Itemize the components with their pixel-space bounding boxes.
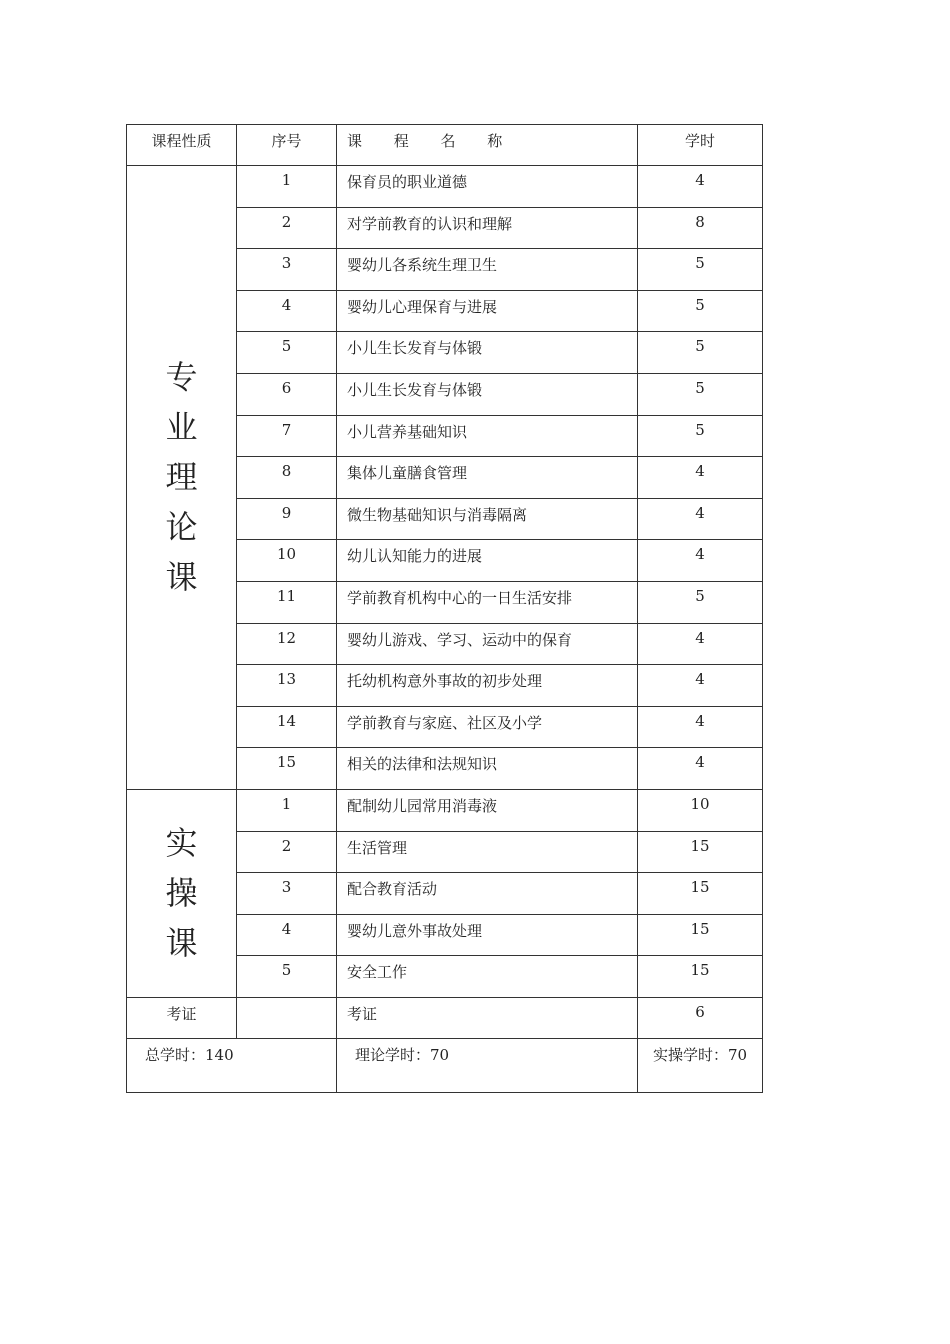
hours-cell: 5 — [638, 415, 763, 457]
hours-cell: 4 — [638, 748, 763, 790]
seq-cell: 5 — [237, 332, 337, 374]
header-hours: 学时 — [638, 125, 763, 166]
course-name-cell: 婴幼儿游戏、学习、运动中的保育 — [337, 623, 638, 665]
course-name-cell: 保育员的职业道德 — [337, 166, 638, 208]
exam-seq-cell — [237, 997, 337, 1039]
hours-cell: 5 — [638, 373, 763, 415]
seq-cell: 13 — [237, 665, 337, 707]
course-name-cell: 集体儿童膳食管理 — [337, 457, 638, 499]
seq-cell: 9 — [237, 498, 337, 540]
course-name-cell: 对学前教育的认识和理解 — [337, 207, 638, 249]
hours-cell: 4 — [638, 457, 763, 499]
theory-category-label: 专业理论课 — [165, 358, 198, 597]
course-name-cell: 安全工作 — [337, 956, 638, 998]
practice-category-cell — [127, 789, 237, 997]
course-name-cell: 托幼机构意外事故的初步处理 — [337, 665, 638, 707]
hours-cell: 15 — [638, 914, 763, 956]
course-name-cell: 微生物基础知识与消毒隔离 — [337, 498, 638, 540]
hours-cell: 4 — [638, 540, 763, 582]
hours-cell: 4 — [638, 166, 763, 208]
hours-cell: 15 — [638, 873, 763, 915]
course-name-cell: 小儿营养基础知识 — [337, 415, 638, 457]
hours-cell: 5 — [638, 332, 763, 374]
theory-category-cell — [127, 166, 237, 790]
seq-cell: 1 — [237, 166, 337, 208]
hours-cell: 4 — [638, 706, 763, 748]
course-name-cell: 婴幼儿意外事故处理 — [337, 914, 638, 956]
course-table — [126, 124, 763, 1093]
seq-cell: 1 — [237, 789, 337, 831]
hours-cell: 5 — [638, 290, 763, 332]
hours-cell: 5 — [638, 249, 763, 291]
hours-cell: 15 — [638, 956, 763, 998]
course-name-cell: 学前教育与家庭、社区及小学 — [337, 706, 638, 748]
exam-hours-cell: 6 — [638, 997, 763, 1039]
course-name-cell: 学前教育机构中心的一日生活安排 — [337, 581, 638, 623]
summary-row — [127, 1039, 763, 1093]
total-hours: 总学时：140 — [127, 1039, 337, 1093]
course-name-cell: 幼儿认知能力的进展 — [337, 540, 638, 582]
hours-cell: 8 — [638, 207, 763, 249]
seq-cell: 10 — [237, 540, 337, 582]
theory-hours: 理论学时：70 — [337, 1039, 638, 1093]
seq-cell: 3 — [237, 873, 337, 915]
table-row — [127, 166, 763, 208]
course-name-cell: 配合教育活动 — [337, 873, 638, 915]
course-name-cell: 婴幼儿各系统生理卫生 — [337, 249, 638, 291]
header-seq: 序号 — [237, 125, 337, 166]
header-name: 课 程 名 称 — [337, 125, 638, 166]
exam-category-cell: 考证 — [127, 997, 237, 1039]
hours-cell: 4 — [638, 665, 763, 707]
course-name-cell: 小儿生长发育与体锻 — [337, 373, 638, 415]
seq-cell: 6 — [237, 373, 337, 415]
seq-cell: 8 — [237, 457, 337, 499]
course-name-cell: 婴幼儿心理保育与进展 — [337, 290, 638, 332]
hours-cell: 10 — [638, 789, 763, 831]
exam-row — [127, 997, 763, 1039]
course-name-cell: 生活管理 — [337, 831, 638, 873]
seq-cell: 11 — [237, 581, 337, 623]
hours-cell: 5 — [638, 581, 763, 623]
seq-cell: 3 — [237, 249, 337, 291]
seq-cell: 2 — [237, 207, 337, 249]
hours-cell: 15 — [638, 831, 763, 873]
seq-cell: 4 — [237, 914, 337, 956]
seq-cell: 5 — [237, 956, 337, 998]
course-name-cell: 相关的法律和法规知识 — [337, 748, 638, 790]
course-name-cell: 小儿生长发育与体锻 — [337, 332, 638, 374]
seq-cell: 4 — [237, 290, 337, 332]
table-row — [127, 789, 763, 831]
seq-cell: 7 — [237, 415, 337, 457]
practice-category-label: 实操课 — [165, 824, 198, 963]
course-name-cell: 配制幼儿园常用消毒液 — [337, 789, 638, 831]
seq-cell: 15 — [237, 748, 337, 790]
header-nature: 课程性质 — [127, 125, 237, 166]
seq-cell: 12 — [237, 623, 337, 665]
exam-name-cell: 考证 — [337, 997, 638, 1039]
practice-hours: 实操学时：70 — [638, 1039, 763, 1093]
seq-cell: 14 — [237, 706, 337, 748]
hours-cell: 4 — [638, 498, 763, 540]
table-header-row — [127, 125, 763, 166]
hours-cell: 4 — [638, 623, 763, 665]
seq-cell: 2 — [237, 831, 337, 873]
